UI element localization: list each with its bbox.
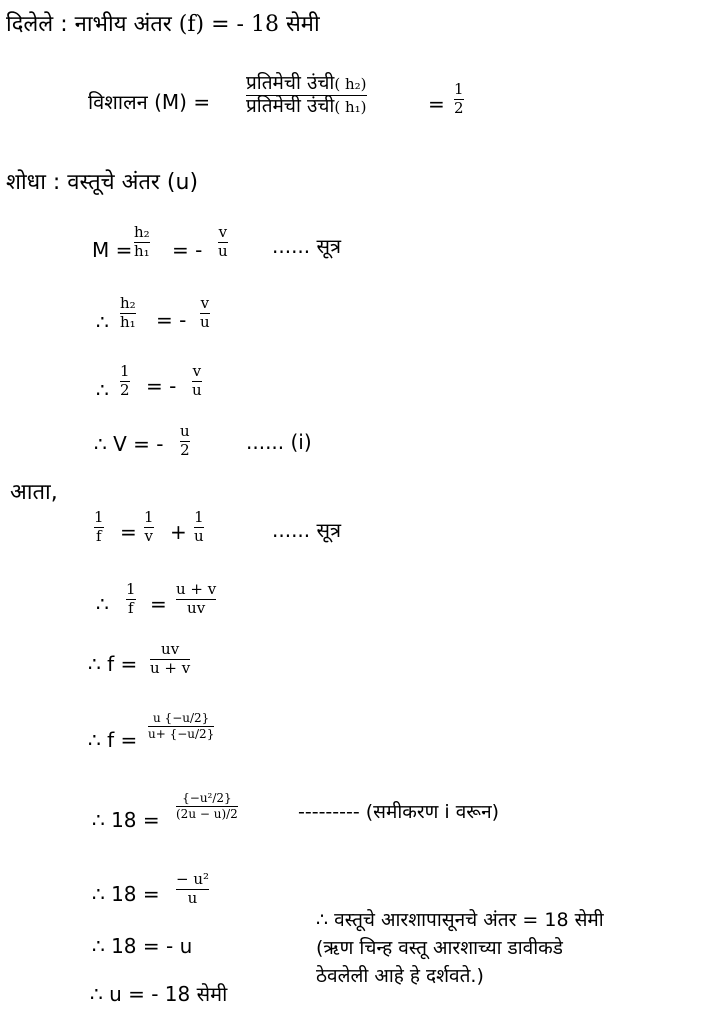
given-label: दिलेले :	[6, 12, 68, 37]
step1-lhs: M =	[92, 238, 133, 262]
step2-frac-h: h₂ h₁	[120, 294, 136, 331]
conclusion-line2: (ऋण चिन्ह वस्तू आरशाच्या डावीकडे	[316, 937, 563, 959]
mag-denominator: प्रतिमेची उंची( h₁)	[246, 94, 367, 117]
half-fraction: 1 2	[454, 80, 464, 117]
now-label: आता,	[10, 480, 58, 505]
step3-frac-half: 1 2	[120, 362, 130, 399]
mag-numerator: प्रतिमेची उंची( h₂)	[246, 72, 367, 94]
focal-symbol: (f) = - 18 सेमी	[178, 12, 320, 37]
step1-note: ...... सूत्र	[272, 234, 342, 258]
step1-frac-v: v u	[218, 223, 228, 260]
find-line: शोधा : वस्तूचे अंतर (u)	[6, 170, 199, 195]
step2-frac-v: v u	[200, 294, 210, 331]
conclusion-line1: ∴ वस्तूचे आरशापासूनचे अंतर = 18 सेमी	[316, 909, 604, 931]
step4-note: ...... (i)	[246, 430, 312, 454]
given-line	[6, 8, 320, 38]
focal-text: नाभीय अंतर	[74, 12, 172, 37]
m8-line: ∴ u = - 18 सेमी	[90, 982, 228, 1006]
mag-eq: =	[428, 92, 445, 116]
step3-frac-v: v u	[192, 362, 202, 399]
step1-frac-h: h₂ h₁	[134, 223, 150, 260]
m5-note: --------- (समीकरण i वरून)	[298, 801, 500, 823]
m7-line: ∴ 18 = - u	[92, 934, 193, 958]
m1-note: ...... सूत्र	[272, 518, 342, 542]
mag-fraction	[246, 74, 367, 117]
step4-frac: u 2	[180, 422, 190, 459]
mag-label: विशालन (M) =	[88, 90, 211, 114]
conclusion-line3: ठेवलेली आहे हे दर्शवते.)	[316, 965, 484, 987]
